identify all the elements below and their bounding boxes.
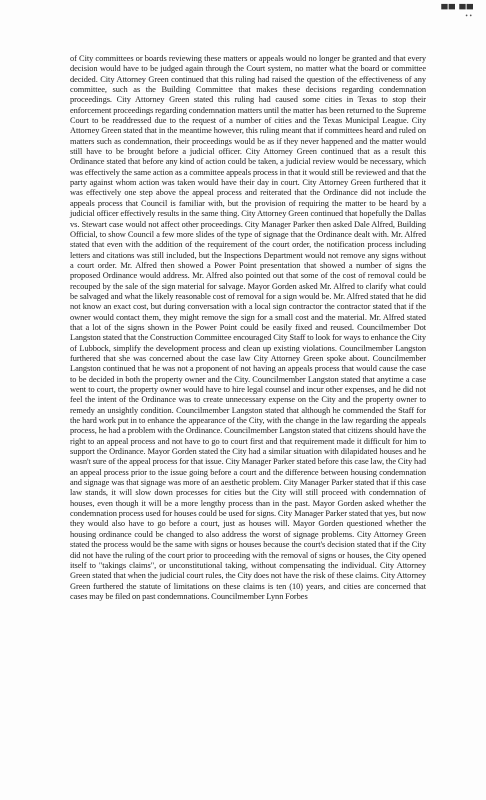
page-corner-dots: • •: [465, 12, 472, 20]
document-body-paragraph: of City committees or boards reviewing these matters or appeals would no longer be granted and that every decision would have to be judged again through the Court system, no matter what the board or committee decided. City Attorney Green continued that this ruling had raised the question of the effectiveness of any committee, such as the Building Committee that makes these decisions regarding condemnation proceedings. City Attorney Green stated this ruling had caused some cities in Texas to stop their enforcement proceedings regarding condemnation matters until the matter has been returned to the Supreme Court to be readdressed due to the request of a number of cities and the Texas Municipal League. City Attorney Green stated that in the meantime however, this ruling meant that if committees heard and ruled on matters such as condemnation, their proceedings would be as if they never happened and the matter would still have to be brought before a judicial officer. City Attorney Green continued that as a result this Ordinance stated that before any kind of action could be taken, a judicial review would be necessary, which was effectively the same action as a committee appeals process in that it would still be reviewed and that the party against whom action was taken would have their day in court. City Attorney Green furthered that it was effectively one step above the appeal process and reiterated that the Ordinance did not include the appeals process that Council is familiar with, but the provision of requiring the matter to be heard by a judicial officer effectively results in the same thing. City Attorney Green continued that hopefully the Dallas vs. Stewart case would not affect other proceedings. City Manager Parker then asked Dale Alfred, Building Official, to show Council a few more slides of the type of signage that the Ordinance dealt with. Mr. Alfred stated that even with the addition of the requirement of the court order, the notification process including letters and citations was still included, but the Inspections Department would not remove any signs without a court order. Mr. Alfred then showed a Power Point presentation that showed a number of signs the proposed Ordinance would address. Mr. Alfred also pointed out that some of the cost of removal could be recouped by the sale of the sign material for salvage. Mayor Gorden asked Mr. Alfred to clarify what could be salvaged and what the likely reasonable cost of removal for a sign would be. Mr. Alfred stated that he did not know an exact cost, but during conversation with a local sign contractor the contractor stated that if the owner would contact them, they might remove the sign for a small cost and the material. Mr. Alfred stated that a lot of the signs shown in the Power Point could be easily fixed and reused. Councilmember Dot Langston stated that the Construction Committee encouraged City Staff to look for ways to enhance the City of Lubbock, simplify the development process and clean up existing violations. Councilmember Langston furthered that she was concerned about the case law City Attorney Green spoke about. Councilmember Langston continued that he was not a proponent of not having an appeals process that would cause the case to be decided in both the property owner and the City. Councilmember Langston stated that anytime a case went to court, the property owner would have to hire legal counsel and incur other expenses, and he did not feel the intent of the Ordinance was to create unnecessary expense on the City and the property owner to remedy an unsightly condition. Councilmember Langston stated that although he commended the Staff for the hard work put in to enhance the appearance of the City, with the change in the law regarding the appeals process, he had a problem with the Ordinance. Councilmember Langston stated that citizens should have the right to an appeal process and not have to go to court first and that requirement made it difficult for him to support the Ordinance. Mayor Gorden stated the City had a similar situation with dilapidated houses and he wasn't sure of the appeal process for that issue. City Manager Parker stated before this case law, the City had an appeal process prior to the issue going before a court and the difference between housing condemnation and signage was that signage was more of an aesthetic problem. City Manager Parker stated that if this case law stands, it will slow down processes for cities but the City will still proceed with condemnation of houses, even though it will be a more lengthy process than in the past. Mayor Gorden asked whether the condemnation process used for houses could be used for signs. City Manager Parker stated that yes, but now they would also have to go before a court, just as houses will. Mayor Gorden questioned whether the housing ordinance could be changed to also address the worst of signage problems. City Attorney Green stated the process would be the same with signs or houses because the court's decision stated that if the City did not have the ruling of the court prior to proceeding with the removal of signs or houses, the City opened itself to "takings claims", or unconstitutional taking, without compensating the individual. City Attorney Green stated that when the judicial court rules, the City does not have the risk of these claims. City Attorney Green furthered the statute of limitations on these claims is ten (10) years, and cities are concerned that cases may be filed on past condemnations. Councilmember Lynn Forbes: [70, 54, 426, 601]
page-corner-mark: ▀▀ ▀▀: [441, 4, 474, 14]
